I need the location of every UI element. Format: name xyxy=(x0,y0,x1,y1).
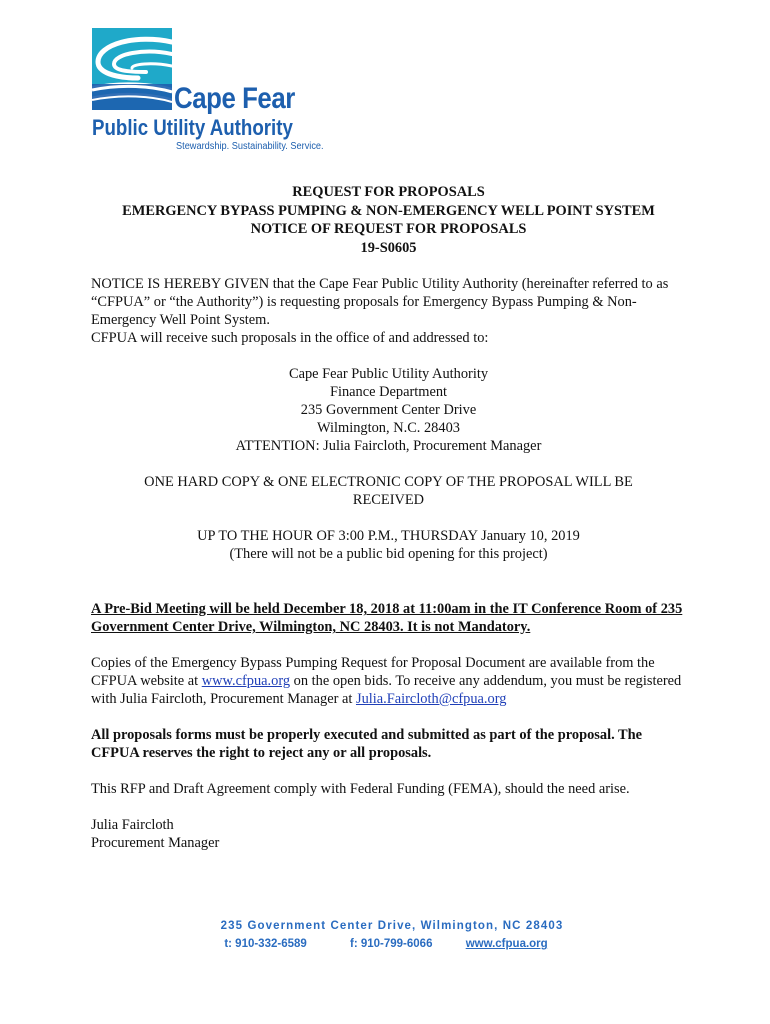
proposal-requirements-notice: All proposals forms must be properly executed and submitted as part of the proposal. The CFPUA reserves the right to reject any or all proposals. xyxy=(91,727,643,761)
document-body xyxy=(91,183,686,852)
logo-name: Cape Fear xyxy=(174,82,295,115)
address-line-1: Cape Fear Public Utility Authority xyxy=(288,366,489,382)
copies-available-text-1: Copies of the Emergency Bypass Pumping Request for Proposal Document are available from the CFPUA website at xyxy=(91,655,655,689)
address-line-5: ATTENTION: Julia Faircloth, Procurement Manager xyxy=(235,438,542,454)
footer-address: 235 Government Center Drive, Wilmington, NC 28403 xyxy=(220,920,564,932)
deadline-line-2: (There will not be a public bid opening for this project) xyxy=(229,546,548,562)
letterhead-footer xyxy=(0,920,770,950)
address-line-4: Wilmington, N.C. 28403 xyxy=(317,420,460,436)
website-link[interactable]: www.cfpua.org xyxy=(201,673,291,689)
document-heading xyxy=(91,183,686,257)
heading-line-2: EMERGENCY BYPASS PUMPING & NON-EMERGENCY WELL POINT SYSTEM xyxy=(122,202,655,219)
notice-paragraph: NOTICE IS HEREBY GIVEN that the Cape Fear Public Utility Authority (hereinafter referred to as “CFPUA” or “the Authority”) is requesting proposals for Emergency Bypass Pumping & Non-Emergency Well Point System. xyxy=(91,276,669,328)
heading-line-4: 19-S0605 xyxy=(360,239,417,256)
copies-line-1: ONE HARD COPY & ONE ELECTRONIC COPY OF THE PROPOSAL WILL BE xyxy=(144,474,633,490)
deadline-line-1: UP TO THE HOUR OF 3:00 P.M., THURSDAY January 10, 2019 xyxy=(197,528,580,544)
deadline-notice xyxy=(91,527,686,563)
receive-paragraph: CFPUA will receive such proposals in the office of and addressed to: xyxy=(91,330,489,346)
mailing-address xyxy=(91,365,686,455)
cfpua-logo xyxy=(92,28,324,153)
email-link[interactable]: Julia.Faircloth@cfpua.org xyxy=(355,691,507,707)
signature-name: Julia Faircloth xyxy=(91,817,174,833)
logo-tagline: Stewardship. Sustainability. Service. xyxy=(176,141,324,152)
wave-logo-icon xyxy=(92,28,172,110)
signature-block xyxy=(91,816,686,852)
address-line-2: Finance Department xyxy=(329,384,448,400)
copies-notice xyxy=(91,473,686,509)
copies-available-text-2: on the open bids. To receive any addendum, you must be registered with Julia Faircloth, Procurement Manager at xyxy=(91,673,682,707)
fema-notice: This RFP and Draft Agreement comply with Federal Funding (FEMA), should the need arise. xyxy=(91,781,630,797)
footer-contacts xyxy=(2,938,770,950)
footer-website-link[interactable]: www.cfpua.org xyxy=(465,938,548,950)
copies-line-2: RECEIVED xyxy=(352,492,425,508)
signature-title: Procurement Manager xyxy=(91,835,220,851)
footer-fax: f: 910-799-6066 xyxy=(350,938,433,950)
copies-available-paragraph xyxy=(91,654,686,708)
prebid-meeting-notice: A Pre-Bid Meeting will be held December 18, 2018 at 11:00am in the IT Conference Room of 235 Government Center Drive, Wilmington, NC 28403. It is not Mandatory. xyxy=(91,601,683,635)
heading-line-3: NOTICE OF REQUEST FOR PROPOSALS xyxy=(250,221,527,237)
heading-line-1: REQUEST FOR PROPOSALS xyxy=(292,184,485,200)
footer-phone: t: 910-332-6589 xyxy=(224,938,307,950)
address-line-3: 235 Government Center Drive xyxy=(300,402,477,418)
logo-subtitle: Public Utility Authority xyxy=(92,115,293,140)
